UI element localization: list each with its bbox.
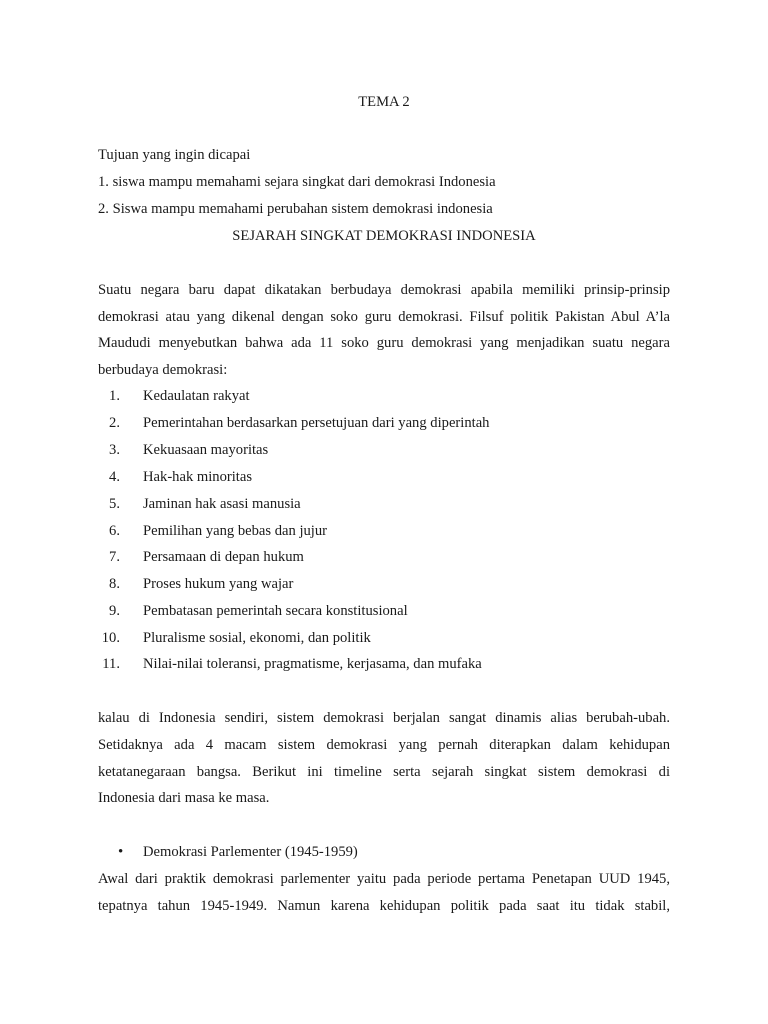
period-text-line: Awal dari praktik demokrasi parlementer yaitu pada periode pertama Penetapan UUD 1945, [98,871,670,887]
pillar-text: Proses hukum yang wajar [143,576,294,592]
section-title: SEJARAH SINGKAT DEMOKRASI INDONESIA [232,228,536,244]
pillar-text: Kekuasaan mayoritas [143,442,269,458]
pillar-text: Pemilihan yang bebas dan jujur [143,523,328,539]
goals-heading: Tujuan yang ingin dicapai [98,147,251,163]
pillar-text: Pembatasan pemerintah secara konstitusional [143,603,408,619]
pillar-number: 8. [109,576,120,592]
pillar-text: Persamaan di depan hukum [143,549,304,565]
pillar-text: Nilai-nilai toleransi, pragmatisme, kerjasama, dan mufaka [143,656,482,672]
pillar-text: Jaminan hak asasi manusia [143,496,301,512]
pillar-number: 3. [109,442,120,458]
pillar-number: 2. [109,415,120,431]
pillar-number: 7. [109,549,120,565]
timeline-intro-line: ketatanegaraan bangsa. Berikut ini timeline serta sejarah singkat sistem demokrasi di [98,764,670,780]
goal-item: 2. Siswa mampu memahami perubahan sistem demokrasi indonesia [98,201,493,217]
intro-line: berbudaya demokrasi: [98,362,228,378]
pillar-number: 10. [101,630,120,646]
intro-line: Maududi menyebutkan bahwa ada 11 soko guru demokrasi yang menjadikan suatu negara [98,335,670,351]
pillar-number: 9. [109,603,120,619]
pillar-number: 4. [109,469,120,485]
pillar-number: 11. [102,656,120,672]
pillar-number: 5. [109,496,120,512]
period-text-line: tepatnya tahun 1945-1949. Namun karena kehidupan politik pada saat itu tidak stabil, [98,898,670,914]
intro-line: demokrasi atau yang dikenal dengan soko guru demokrasi. Filsuf politik Pakistan Abul A’la [98,309,670,325]
bullet-icon: • [118,844,124,860]
document-title: TEMA 2 [358,94,410,110]
timeline-intro-line: kalau di Indonesia sendiri, sistem demokrasi berjalan sangat dinamis alias berubah-ubah. [98,710,670,726]
pillar-text: Kedaulatan rakyat [143,388,250,404]
pillar-number: 1. [109,388,120,404]
pillar-text: Pemerintahan berdasarkan persetujuan dari yang diperintah [143,415,490,431]
timeline-intro-line: Setidaknya ada 4 macam sistem demokrasi yang pernah diterapkan dalam kehidupan [98,737,670,753]
pillar-text: Pluralisme sosial, ekonomi, dan politik [143,630,371,646]
intro-line: Suatu negara baru dapat dikatakan berbudaya demokrasi apabila memiliki prinsip-prinsip [98,282,670,298]
goal-item: 1. siswa mampu memahami sejara singkat dari demokrasi Indonesia [98,174,496,190]
pillar-text: Hak-hak minoritas [143,469,253,485]
timeline-intro-line: Indonesia dari masa ke masa. [98,790,270,806]
pillar-number: 6. [109,523,120,539]
period-title: Demokrasi Parlementer (1945-1959) [143,844,358,860]
